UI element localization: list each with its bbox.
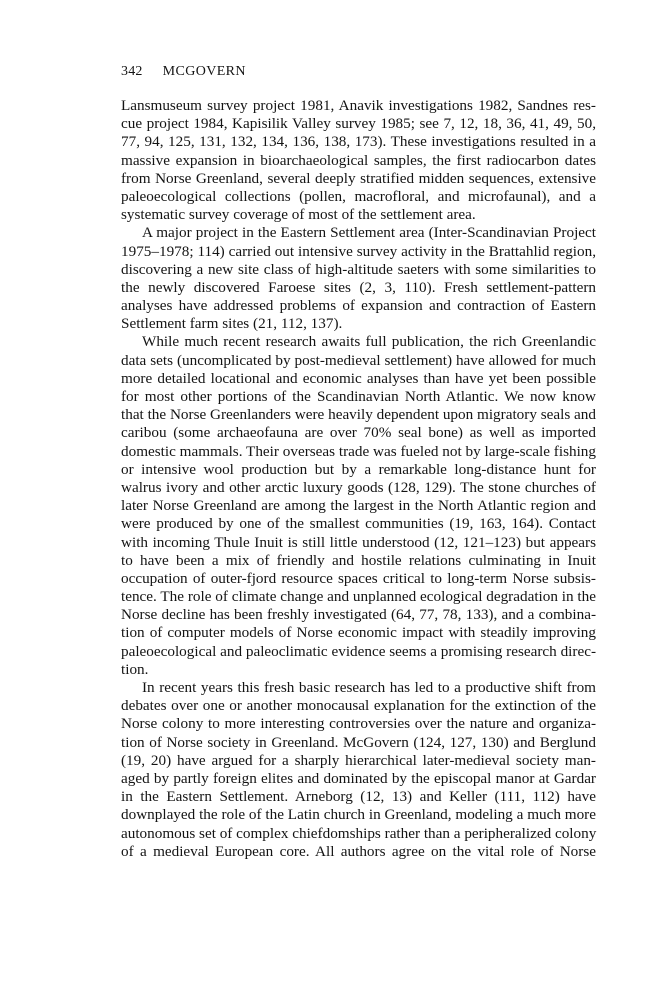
paragraph: [121, 679, 596, 861]
text-line: walrus ivory and other arctic luxury goods (128, 129). The stone churches of: [121, 478, 596, 496]
text-line: from Norse Greenland, several deeply stratified midden sequences, extensive: [121, 169, 596, 187]
text-line: or intensive wool production but by a remarkable long-distance hunt for: [121, 460, 596, 478]
body-text: [121, 97, 596, 861]
text-line: paleoecological collections (pollen, macrofloral, and microfaunal), and a: [121, 187, 596, 205]
text-line: tence. The role of climate change and unplanned ecological degradation in the: [121, 588, 596, 606]
text-line: domestic mammals. Their overseas trade was fueled not by large-scale fishing: [121, 442, 596, 460]
text-line: systematic survey coverage of most of the settlement area.: [121, 206, 476, 224]
text-line: with incoming Thule Inuit is still little understood (12, 121–123) but appears: [121, 533, 596, 551]
text-line: Norse decline has been freshly investigated (64, 77, 78, 133), and a combina-: [121, 606, 596, 624]
text-line: tion.: [121, 660, 149, 678]
running-head-author: MCGOVERN: [162, 64, 246, 79]
paragraph: [121, 97, 596, 224]
text-line: caribou (some archaeofauna are over 70% seal bone) as well as imported: [121, 424, 596, 442]
text-line: tion of computer models of Norse economic impact with steadily improving: [121, 624, 596, 642]
text-line: Lansmuseum survey project 1981, Anavik investigations 1982, Sandnes res-: [121, 97, 596, 114]
text-line: A major project in the Eastern Settlement area (Inter-Scandinavian Project: [142, 224, 596, 242]
text-line: for most other portions of the Scandinavian North Atlantic. We now know: [121, 388, 596, 405]
text-line: data sets (uncomplicated by post-medieval settlement) have allowed for much: [121, 351, 596, 369]
paragraph: [121, 333, 596, 679]
running-head: [121, 64, 246, 80]
text-line: more detailed locational and economic analyses than have yet been possible: [121, 369, 596, 387]
text-line: tion of Norse society in Greenland. McGovern (124, 127, 130) and Berglund: [121, 733, 596, 751]
text-line: Settlement farm sites (21, 112, 137).: [121, 315, 343, 333]
text-line: of a medieval European core. All authors agree on the vital role of Norse: [121, 842, 596, 860]
text-line: downplayed the role of the Latin church in Greenland, modeling a much more: [121, 806, 596, 824]
text-line: aged by partly foreign elites and dominated by the episcopal manor at Gardar: [121, 769, 596, 787]
text-line: massive expansion in bioarchaeological samples, the first radiocarbon dates: [121, 151, 596, 169]
text-line: paleoecological and paleoclimatic evidence seems a promising research direc-: [121, 642, 596, 660]
page-number: 342: [121, 64, 143, 79]
text-line: occupation of outer-fjord resource spaces critical to long-term Norse subsis-: [121, 569, 596, 587]
text-line: While much recent research awaits full publication, the rich Greenlandic: [142, 333, 596, 351]
text-line: autonomous set of complex chiefdomships rather than a peripheralized colony: [121, 824, 597, 842]
text-line: the newly discovered Faroese sites (2, 3, 110). Fresh settlement-pattern: [121, 278, 596, 296]
text-line: to have been a mix of friendly and hostile relations culminating in Inuit: [121, 551, 596, 569]
text-line: later Norse Greenland are among the largest in the North Atlantic region and: [121, 497, 596, 515]
text-line: 77, 94, 125, 131, 132, 134, 136, 138, 173). These investigations resulted in a: [121, 133, 596, 151]
text-line: 1975–1978; 114) carried out intensive survey activity in the Brattahlid region,: [121, 242, 596, 260]
text-line: debates over one or another monocausal explanation for the extinction of the: [121, 697, 596, 715]
text-line: cue project 1984, Kapisilik Valley survey 1985; see 7, 12, 18, 36, 41, 49, 50,: [121, 115, 596, 133]
paragraph: [121, 224, 596, 333]
text-line: that the Norse Greenlanders were heavily dependent upon migratory seals and: [121, 406, 596, 424]
text-line: (19, 20) have argued for a sharply hierarchical later-medieval society man-: [121, 751, 596, 769]
text-line: In recent years this fresh basic research has led to a productive shift from: [142, 679, 596, 696]
text-line: Norse colony to more interesting controversies over the nature and organiza-: [121, 715, 596, 733]
text-line: were produced by one of the smallest communities (19, 163, 164). Contact: [121, 515, 596, 533]
text-line: discovering a new site class of high-altitude saeters with some similarities to: [121, 260, 596, 278]
text-line: in the Eastern Settlement. Arneborg (12, 13) and Keller (111, 112) have: [121, 788, 596, 806]
text-line: analyses have addressed problems of expansion and contraction of Eastern: [121, 297, 596, 315]
